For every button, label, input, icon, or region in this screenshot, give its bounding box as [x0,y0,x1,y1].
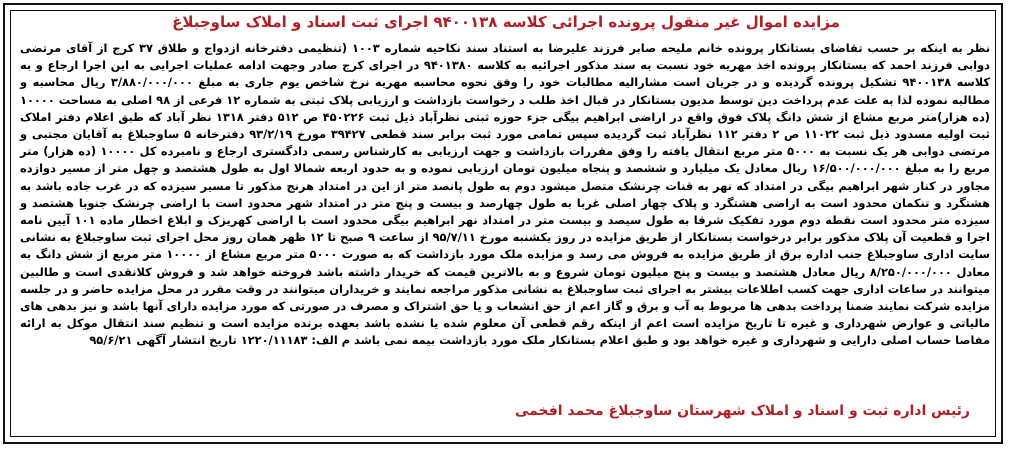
notice-body: نظر به اینکه بر حسب تقاضای بستانکار پرونده خانم ملیحه صابر فرزند علیرضا به استناد سند نکاحیه شماره ۱۰۰۳ (تنظیمی دفترخانه ازدواج و طلاق ۳۷ کرج از آقای مرتضی دوابی فرزند احمد که بستانکار پرونده اخذ مهریه خود نسبت به سند مذکور اجرائیه به کلاسه ۹۴۰۱۳۸۰ در اجرای کرج صادر وجهت ادامه عملیات اجرایی به این اجرا ارجاع و به کلاسه ۹۴۰۰۱۳۸ تشکیل پرونده گردیده و در جریان است مشارالیه مطالبات خود را وفق نحوه محاسبه مهریه نرخ شاخص یوم جاری به مبلغ ۳/۸۸۰/۰۰۰/۰۰۰ ریال محاسبه و مطالبه نموده لذا به علت عدم پرداخت دین توسط مدیون بستانکار در قبال اخذ طلب د رخواست بازداشت و ارزیابی پلاک ثبتی به شماره ۱۲ فرعی از ۹۸ اصلی به مساحت ۱۰۰۰۰ (ده هزار)متر مربع مشاع از شش دانگ پلاک فوق واقع در اراضی ابراهیم بیگی جزء حوزه ثبتی نظرآباد ذیل ثبت ۴۵۰۲۲۶ ص ۵۱۲ دفتر ۱۳۱۸ نظر آباد که طبق اعلام دفتر املاک ثبت اولیه مسدود ذیل ثبت ۱۱۰۲۲ ص ۲ دفتر ۱۱۲ نظرآباد ثبت گردیده سپس تمامی مورد ثبت برابر سند قطعی ۳۹۴۲۷ مورخ ۹۳/۲/۱۹ دفترخانه ۵ ساوجبلاغ به آقایان مجتبی و مرتضی دوابی هر یک نسبت به ۵۰۰۰ متر مربع انتقال یافته را وفق مقررات بازداشت و جهت ارزیابی به کارشناس رسمی دادگستری ارجاع و نامبرده کل ۱۰۰۰۰ (ده هزار) متر مربع را به مبلغ ۱۶/۵۰۰/۰۰۰/۰۰۰ ریال معادل یک میلیارد و ششصد و پنجاه میلیون تومان ارزیابی نموده و به حدود اربعه شمالا اول به طول هشتصد و چهل متر از مسیر دوازده مجاور در کنار شهر ابراهیم بیگی در امتداد که نهر به قنات چرنشک متصل میشود دوم به طول پانصد متر از این در امتداد هرنج مذکور تا مسیر سیزده که در غرب جاده باشد به هشتگرد و تنکمان محدود است به اراضی هشتگرد و پلاک چهار اصلی غربا به طول چهارصد و بیست و پنج متر در امتداد شهر محدود است با اراضی چرنشک جنوبا هشتصد و سیزده متر محدود است نقطه دوم مورد تفکیک شرقا به طول سیصد و بیست متر در امتداد نهر ابراهیم بیگی محدود است با اراضی کهریزک و ابلاغ اخطار ماده ۱۰۱ آیین نامه اجرا و قطعیت آن پلاک مذکور برابر درخواست بستانکار از طریق مزایده در روز یکشنبه مورخ ۹۵/۷/۱۱ از ساعت ۹ صبح تا ۱۲ ظهر همان روز محل اجرای ثبت ساوجبلاغ به نشانی سایت اداری ساوجبلاغ جنب اداره برق از طریق مزایده به فروش می رسد و مزایده ملک مورد بازداشت که به صورت ۵۰۰۰ متر مربع مشاع از ۱۰۰۰۰ متر مربع از شش دانگ به معادل ۸/۲۵۰/۰۰۰/۰۰۰ ریال معادل هشتصد و بیست و پنج میلیون تومان شروع و به بالاترین قیمت که خریدار داشته باشد فروخته خواهد شد و فروش کلانقدی است و طالبین میتوانند در ساعات اداری جهت کسب اطلاعات بیشتر به اجرای ثبت ساوجبلاغ به نشانی مذکور مراجعه نمایند و خریداران میتوانند در وقت مقرر در محل مزایده حاضر و در جلسه مزایده شرکت نمایند ضمنا پرداخت بدهی ها مربوط به آب و برق و گاز اعم از حق انشعاب و یا حق اشتراک و مصرف در صورتی که مورد مزایده دارای آنها باشد و نیز بدهی های مالیاتی و عوارض شهرداری و غیره تا تاریخ مزایده است اعم از اینکه رقم قطعی آن معلوم شده یا نشده باشد بعهده برنده مزایده است و تنظیم سند انتقال موکل به ارائه مفاصا حساب اصلی دارایی و شهرداری و غیره خواهد بود و طبق اعلام بستانکار ملک مورد بازداشت بیمه نمی باشد م الف: ۱۲۲۰/۱۱۱۸۳ تاریخ انتشار آگهی ۹۵/۶/۲۱ [20,41,991,348]
notice-signature: رئیس اداره ثبت و اسناد و املاک شهرستان ساوجبلاغ محمد افخمی [515,403,970,419]
notice-title: مزایده اموال غیر منقول پرونده اجرائی کلاسه ۹۴۰۰۱۳۸ اجرای ثبت اسناد و املاک ساوجبلاغ [172,13,840,31]
